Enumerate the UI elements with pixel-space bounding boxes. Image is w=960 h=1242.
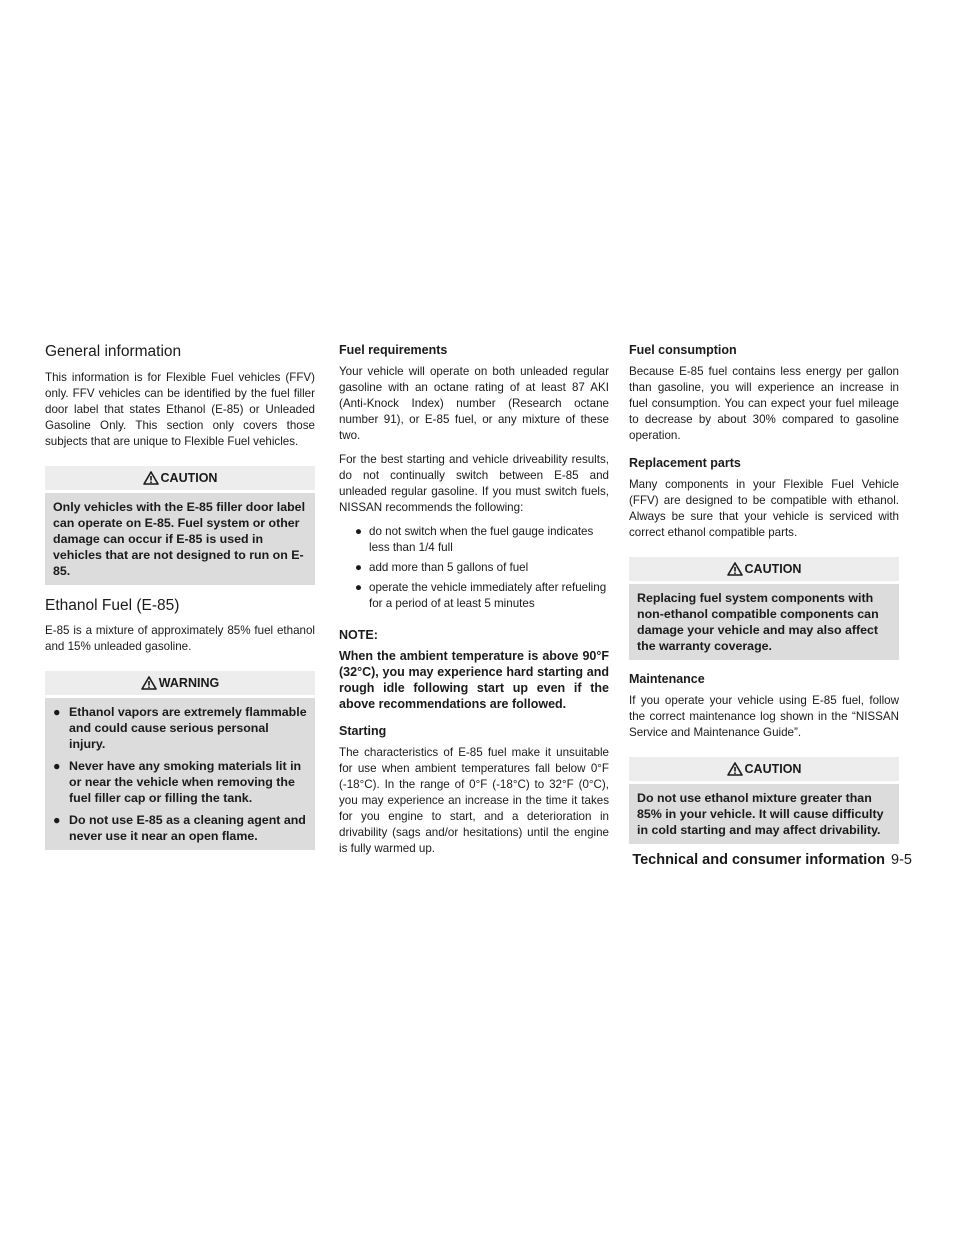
fuel-consumption-heading: Fuel consumption — [629, 343, 737, 357]
replacement-parts-heading: Replacement parts — [629, 456, 741, 470]
caution-header — [629, 757, 899, 781]
warning-title: WARNING — [158, 676, 220, 691]
page-number: 9-5 — [891, 852, 912, 868]
list-item: ● do not switch when the fuel gauge indicates less than 1/4 full — [355, 525, 594, 554]
bullet-icon: ● — [355, 561, 363, 574]
starting-heading: Starting — [339, 724, 387, 738]
ethanol-fuel-heading: Ethanol Fuel (E-85) — [45, 596, 180, 614]
caution-header — [45, 466, 315, 490]
caution-box-3 — [629, 757, 899, 844]
general-information-text: This information is for Flexible Fuel vehicles (FFV) only. FFV vehicles can be identified by the fuel filler door label that states Ethanol (E-85) or Unleaded Gasoline Only. This section only covers those subjects that are unique to Flexible Fuel vehicles. — [45, 370, 315, 448]
warning-item: ● Ethanol vapors are extremely flammable and could cause serious personal injury. — [53, 705, 307, 752]
warning-header — [45, 671, 315, 695]
bullet-icon: ● — [53, 813, 61, 828]
footer-section-title: Technical and consumer information — [632, 852, 886, 868]
fuel-requirements-text: Your vehicle will operate on both unleaded regular gasoline with an octane rating of at least 87 AKI (Anti-Knock Index) number (Research octane number 91), or E-85 fuel, or any mixture of these two. — [339, 365, 609, 442]
caution-body: Do not use ethanol mixture greater than 85% in your vehicle. It will cause difficulty in cold starting and may affect drivability. — [629, 784, 899, 844]
list-item: ● operate the vehicle immediately after refueling for a period of at least 5 minutes — [355, 581, 607, 610]
recommendation-list — [339, 524, 609, 612]
note-title: NOTE: — [339, 628, 378, 642]
bullet-icon: ● — [355, 581, 363, 594]
list-item: ● add more than 5 gallons of fuel — [355, 561, 529, 574]
caution-title: CAUTION — [744, 562, 802, 576]
starting-text: The characteristics of E-85 fuel make it unsuitable for use when ambient temperatures fall below 0°F (-18°C). In the range of 0°F (-18°C) to 32°F (0°C), you may experience an increase in the time it takes for you engine to start, and a deterioration in drivability (sags and/or hesitations) until the engine is fully warmed up. — [339, 746, 609, 855]
best-starting-text: For the best starting and vehicle driveability results, do not continually switch between E-85 and unleaded regular gasoline. If you must switch fuels, NISSAN recommends the following: — [339, 453, 609, 514]
warning-body — [45, 698, 315, 850]
warning-triangle-icon — [143, 471, 159, 485]
warning-triangle-icon — [141, 676, 157, 690]
warning-item: ● Do not use E-85 as a cleaning agent and never use it near an open flame. — [53, 813, 306, 844]
caution-title: CAUTION — [744, 762, 802, 776]
caution-box-1 — [45, 466, 315, 585]
page-footer — [632, 852, 912, 868]
note-text: When the ambient temperature is above 90°F (32°C), you may experience hard starting and rough idle following start up even if the above recommendations are followed. — [339, 649, 609, 711]
warning-box — [45, 671, 315, 850]
warning-item: ● Never have any smoking materials lit in or near the vehicle when removing the fuel filler cap or filling the tank. — [53, 759, 302, 806]
replacement-parts-text: Many components in your Flexible Fuel Vehicle (FFV) are designed to be compatible with ethanol. Always be sure that your vehicle is serviced with correct ethanol compatible parts. — [629, 478, 899, 539]
fuel-consumption-text: Because E-85 fuel contains less energy per gallon than gasoline, you will experience an increase in fuel consumption. You can expect your fuel mileage to decrease by about 30% compared to gasoline operation. — [629, 365, 899, 442]
fuel-requirements-heading: Fuel requirements — [339, 343, 448, 357]
bullet-icon: ● — [355, 525, 363, 538]
caution-body: Only vehicles with the E-85 filler door label can operate on E-85. Fuel system or other damage can occur if E-85 is used in vehicles that are not designed to run on E-85. — [45, 493, 315, 585]
ethanol-fuel-text: E-85 is a mixture of approximately 85% fuel ethanol and 15% unleaded gasoline. — [45, 624, 315, 654]
caution-header — [629, 557, 899, 581]
maintenance-text: If you operate your vehicle using E-85 fuel, follow the correct maintenance log shown in the “NISSAN Service and Maintenance Guide”. — [629, 694, 899, 739]
column-3 — [629, 343, 899, 856]
column-1 — [45, 343, 315, 862]
caution-title: CAUTION — [160, 470, 218, 485]
caution-body: Replacing fuel system components with non-ethanol compatible components can damage your vehicle and may also affect the warranty coverage. — [629, 584, 899, 660]
maintenance-heading: Maintenance — [629, 672, 705, 686]
column-2 — [339, 343, 609, 865]
caution-box-2 — [629, 557, 899, 660]
general-information-heading: General information — [45, 343, 182, 360]
warning-triangle-icon — [727, 562, 743, 576]
bullet-icon: ● — [53, 759, 61, 774]
warning-triangle-icon — [727, 762, 743, 776]
bullet-icon: ● — [53, 705, 61, 720]
